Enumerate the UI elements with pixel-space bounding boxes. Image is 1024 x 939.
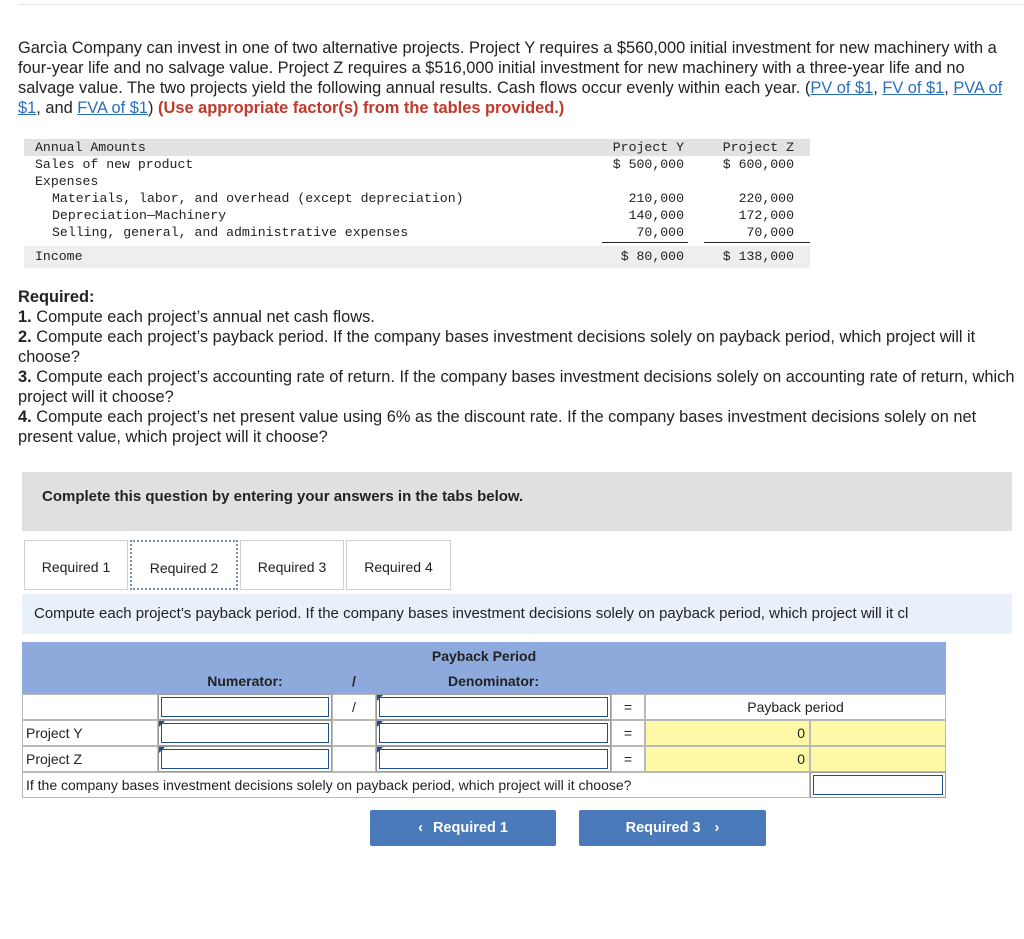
numerator-header: Numerator: (158, 668, 332, 694)
expenses-label: Expenses (35, 174, 99, 189)
selling-label: Selling, general, and administrative expenses (52, 225, 409, 240)
tab-instruction: Compute each project’s payback period. If the company bases investment decisions solely on payback period, which project will it cl (22, 594, 1012, 634)
underline-y (602, 242, 688, 243)
grid-title: Payback Period (22, 642, 946, 668)
equals-header (611, 668, 645, 694)
sales-label: Sales of new product (35, 157, 194, 172)
prev-required-1-button[interactable]: ‹ Required 1 (370, 810, 556, 846)
denominator-label-input[interactable] (376, 694, 611, 720)
chevron-left-icon: ‹ (418, 820, 423, 836)
choice-question: If the company bases investment decisions solely on payback period, which project will it choose? (22, 772, 810, 798)
header-project-y: Project Y (612, 140, 684, 155)
result-header (645, 668, 946, 694)
header-label: Annual Amounts (35, 140, 146, 155)
denominator-input-project-y[interactable] (376, 720, 611, 746)
sales-y: $ 500,000 (612, 157, 684, 172)
row-label-project-z: Project Z (22, 746, 158, 772)
intro-text: Garcìa Company can invest in one of two alternative projects. Project Y requires a $560,000 initial investment for new machinery with a four-year life and no salvage value. Project Z requires a $516,000 initial investment for new machinery with a three-year life and no salvage value. The two projects yield the following annual results. Cash flows occur evenly within each year. ( (18, 39, 997, 97)
payback-unit-project-z (810, 746, 946, 772)
denominator-header: Denominator: (376, 668, 611, 694)
next-required-3-button[interactable]: Required 3 › (579, 810, 766, 846)
numerator-input-project-y[interactable] (158, 720, 332, 746)
required-item-1: 1. Compute each project’s annual net cash flows. (18, 308, 375, 326)
dropdown-marker-icon (159, 747, 165, 753)
payback-period-label: Payback period (645, 694, 946, 720)
problem-intro: Garcìa Company can invest in one of two alternative projects. Project Y requires a $560,000 initial investment for new machinery with a four-year life and no salvage value. Project Z requires a $516,000 initial investment for new machinery with a three-year life and no salvage value. The two projects yield the following annual results. Cash flows occur evenly within each year. (PV of $1, FV of $1, PVA of $1, and FVA of $1) (Use appropriate factor(s) from the tables provided.) (18, 39, 1003, 117)
depreciation-z: 172,000 (738, 208, 794, 223)
input-field[interactable] (379, 723, 608, 743)
fva-link[interactable]: FVA of $1 (77, 99, 149, 117)
chevron-right-icon: › (714, 820, 720, 836)
top-divider (18, 4, 1024, 5)
depreciation-label: Depreciation—Machinery (52, 208, 227, 223)
materials-label: Materials, labor, and overhead (except depreciation) (52, 191, 464, 206)
input-field[interactable] (379, 749, 608, 769)
payback-unit-project-y (810, 720, 946, 746)
equals-cell-z: = (611, 746, 645, 772)
required-item-2: 2. Compute each project’s payback period. If the company bases investment decisions solely on payback period, which project will it choose? (18, 328, 976, 366)
slash-cell-y (332, 720, 376, 746)
payback-result-project-z: 0 (645, 746, 810, 772)
complete-question-banner: Complete this question by entering your answers in the tabs below. (22, 472, 1012, 531)
income-y: $ 80,000 (620, 249, 684, 264)
materials-y: 210,000 (628, 191, 684, 206)
project-choice-input[interactable] (810, 772, 946, 798)
numerator-label-input[interactable] (158, 694, 332, 720)
intro-emphasis: (Use appropriate factor(s) from the tables provided.) (158, 99, 565, 117)
required-title: Required: (18, 288, 95, 306)
equals-cell: = (611, 694, 645, 720)
pva-link[interactable]: PVA of $1 (18, 79, 1003, 117)
income-z: $ 138,000 (722, 249, 794, 264)
input-field[interactable] (161, 749, 329, 769)
dropdown-marker-icon (159, 721, 165, 727)
depreciation-y: 140,000 (628, 208, 684, 223)
input-field[interactable] (813, 775, 943, 795)
pv-link[interactable]: PV of $1 (810, 79, 874, 97)
tab-required-2[interactable]: Required 2 (130, 540, 238, 590)
dropdown-marker-icon (377, 695, 383, 701)
tab-required-1[interactable]: Required 1 (24, 540, 128, 590)
grid-header-blank (22, 668, 158, 694)
selling-z: 70,000 (746, 225, 794, 240)
materials-z: 220,000 (738, 191, 794, 206)
slash-cell-z (332, 746, 376, 772)
denominator-input-project-z[interactable] (376, 746, 611, 772)
tab-required-3[interactable]: Required 3 (240, 540, 344, 590)
input-field[interactable] (161, 723, 329, 743)
required-item-4: 4. Compute each project’s net present value using 6% as the discount rate. If the company bases investment decisions solely on net present value, which project will it choose? (18, 408, 977, 446)
income-row-bg (24, 246, 810, 268)
tab-required-4[interactable]: Required 4 (346, 540, 451, 590)
input-field[interactable] (379, 697, 608, 717)
dropdown-marker-icon (377, 747, 383, 753)
row-label-project-y: Project Y (22, 720, 158, 746)
selling-y: 70,000 (636, 225, 684, 240)
dropdown-marker-icon (377, 721, 383, 727)
slash-header: / (332, 668, 376, 694)
numerator-input-project-z[interactable] (158, 746, 332, 772)
sales-z: $ 600,000 (722, 157, 794, 172)
payback-period-grid (22, 642, 946, 798)
required-item-3: 3. Compute each project’s accounting rate of return. If the company bases investment decisions solely on accounting rate of return, which project will it choose? (18, 368, 1015, 406)
equals-cell-y: = (611, 720, 645, 746)
slash-cell: / (332, 694, 376, 720)
underline-z (704, 242, 810, 243)
header-project-z: Project Z (722, 140, 794, 155)
payback-result-project-y: 0 (645, 720, 810, 746)
income-label: Income (35, 249, 83, 264)
required-section (18, 287, 1018, 447)
row-blank-label (22, 694, 158, 720)
fv-link[interactable]: FV of $1 (882, 79, 945, 97)
input-field[interactable] (161, 697, 329, 717)
